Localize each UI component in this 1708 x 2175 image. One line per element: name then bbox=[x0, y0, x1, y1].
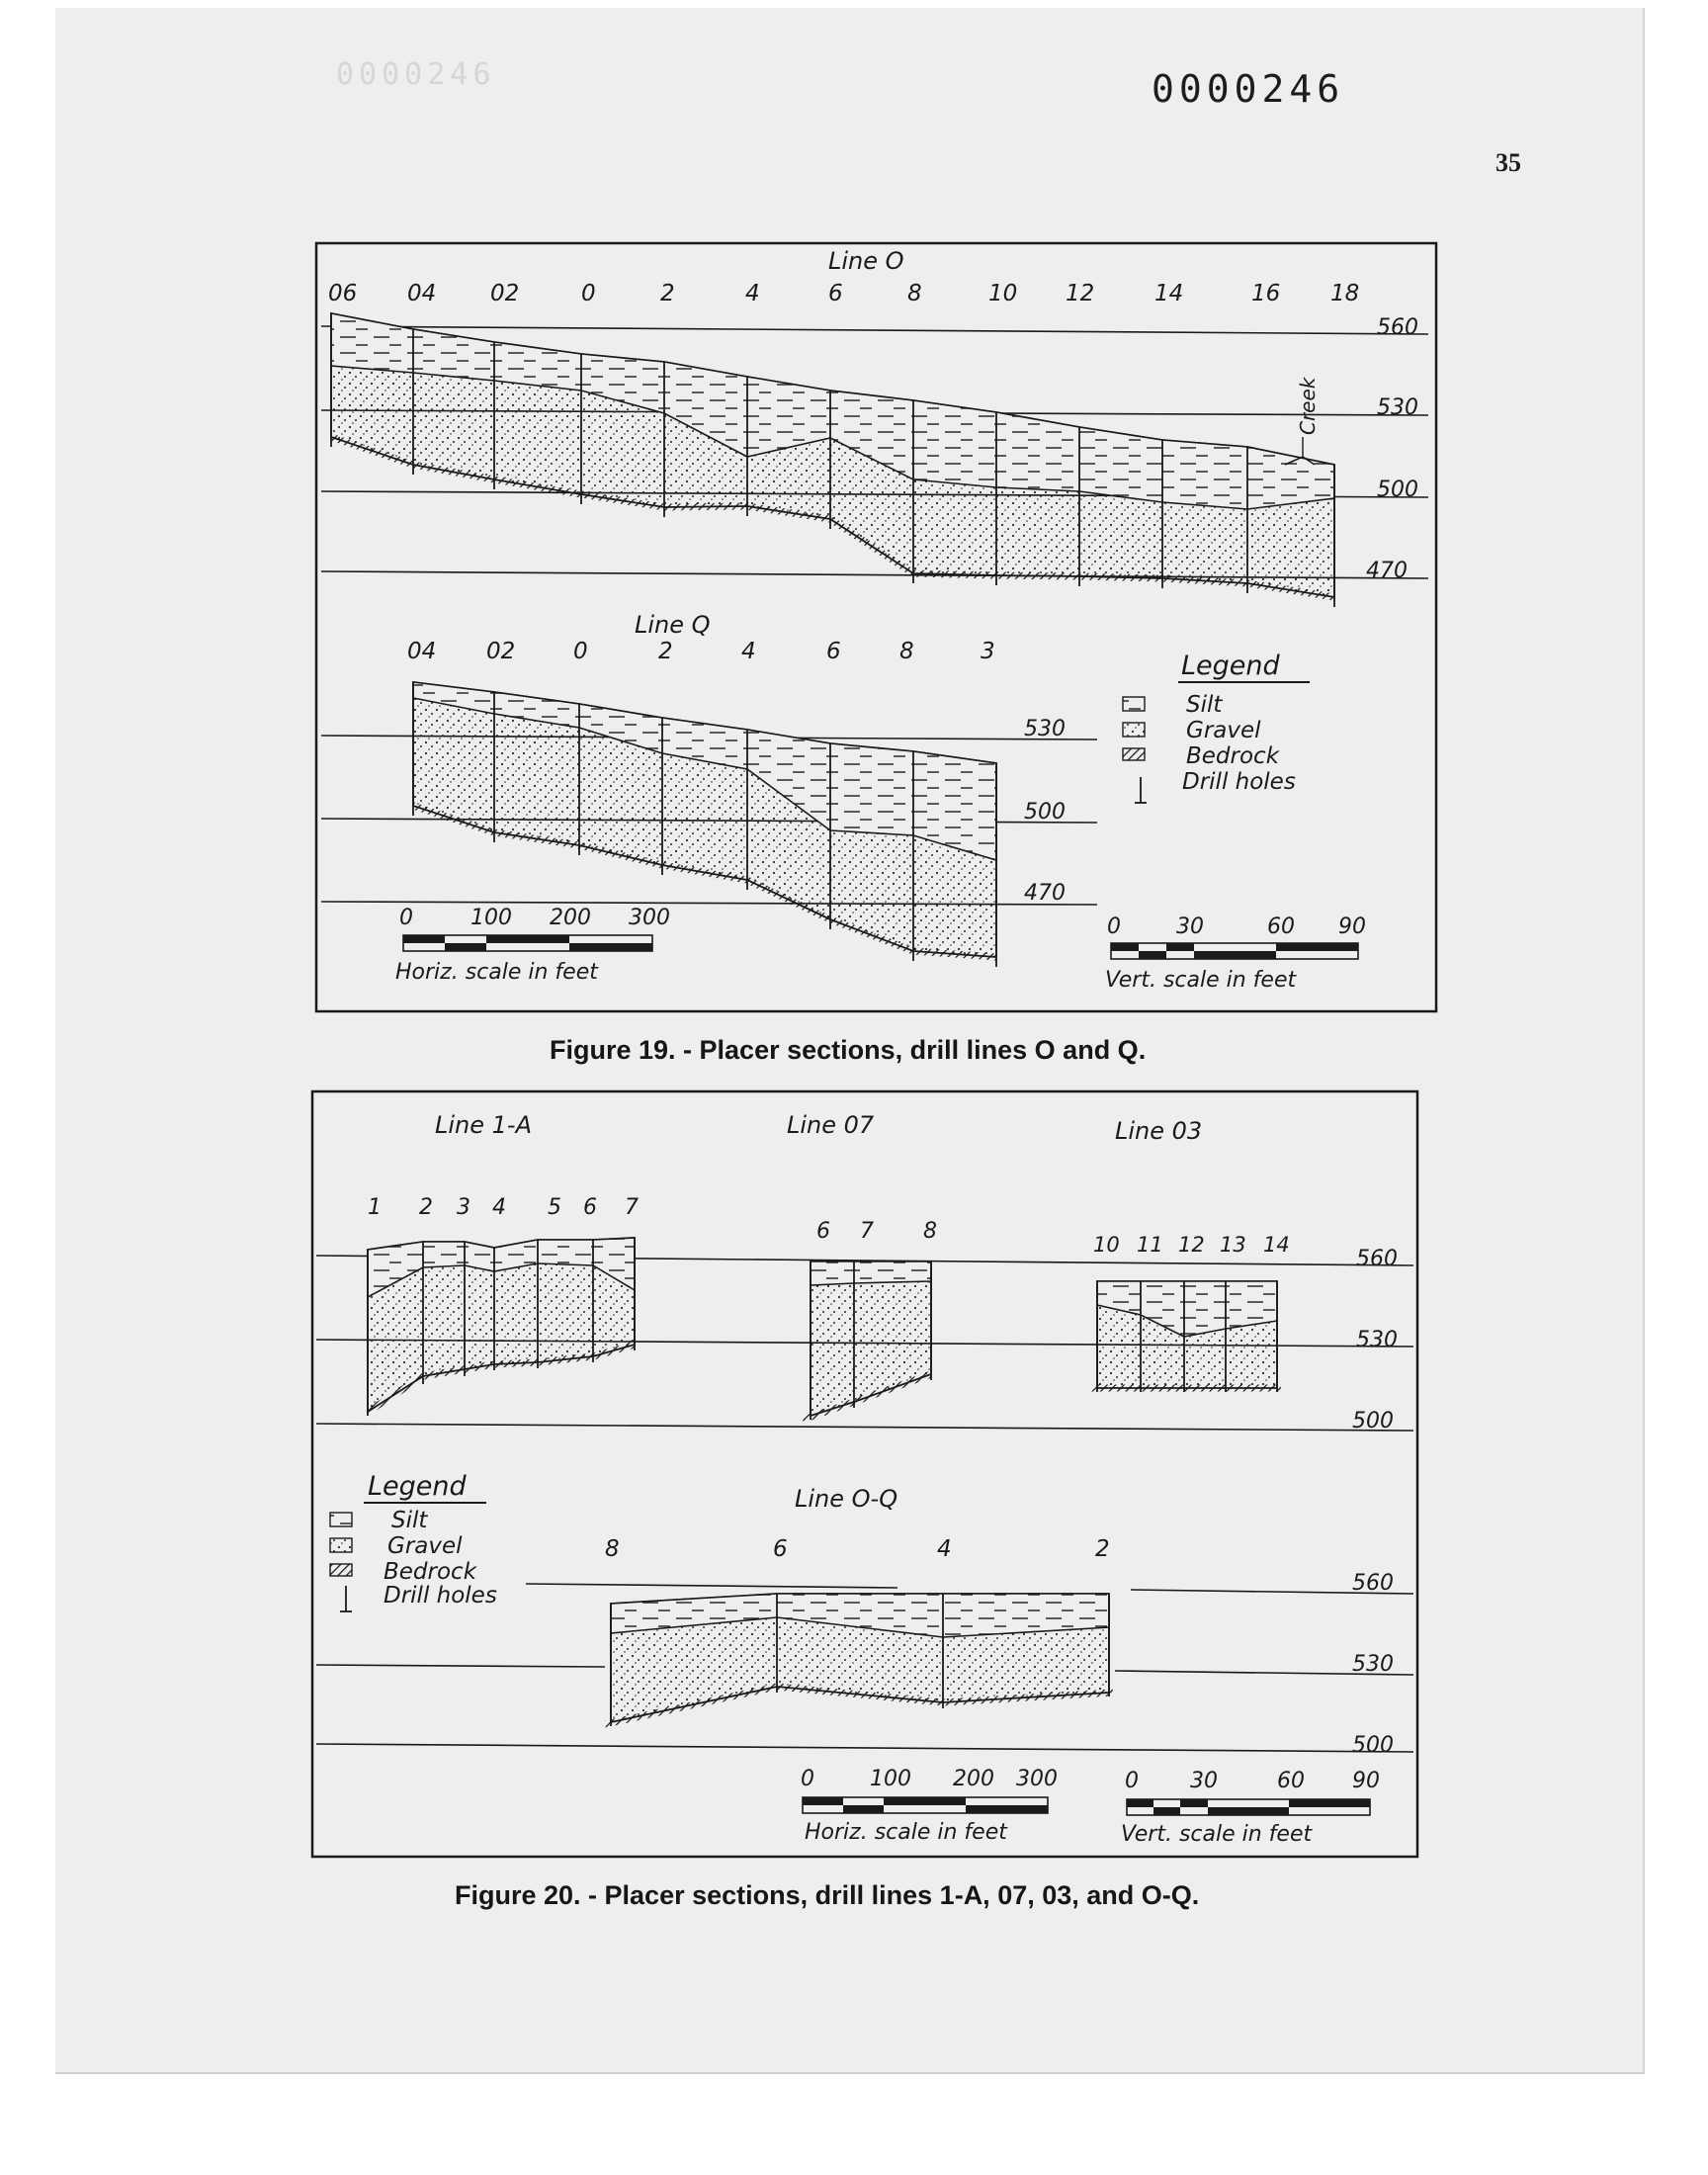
station-label: 6 bbox=[816, 1219, 830, 1244]
line-03-section bbox=[1091, 1281, 1281, 1392]
scale-tick: 0 bbox=[399, 906, 413, 930]
scale-tick: 100 bbox=[870, 1767, 911, 1791]
legend-item: Bedrock bbox=[384, 1559, 477, 1585]
station-label: 10 bbox=[988, 281, 1018, 306]
line-oq-section bbox=[605, 1594, 1113, 1726]
elevation-label: 500 bbox=[1377, 478, 1418, 502]
station-label: 2 bbox=[658, 639, 673, 664]
scale-label: Vert. scale in feet bbox=[1105, 968, 1297, 993]
scale-tick: 0 bbox=[1125, 1769, 1139, 1793]
legend-title: Legend bbox=[368, 1471, 467, 1502]
station-label: 8 bbox=[923, 1219, 937, 1244]
station-label: 04 bbox=[407, 281, 437, 306]
figure-20-caption: Figure 20. - Placer sections, drill lines 1-A, 07, 03, and O-Q. bbox=[455, 1880, 1200, 1910]
station-label: 13 bbox=[1220, 1233, 1246, 1257]
scale-tick: 90 bbox=[1338, 914, 1366, 939]
station-label: 18 bbox=[1330, 281, 1360, 306]
gravel-swatch bbox=[1123, 723, 1145, 737]
line-o-stations bbox=[328, 281, 1359, 306]
station-label: 6 bbox=[583, 1195, 597, 1220]
elevation-label: 500 bbox=[1024, 800, 1066, 825]
station-label: 8 bbox=[899, 639, 914, 664]
station-label: 0 bbox=[581, 281, 596, 306]
scale-tick: 30 bbox=[1190, 1769, 1218, 1793]
elevation-label: 560 bbox=[1377, 315, 1418, 340]
line-q-stations bbox=[407, 639, 995, 664]
station-label: 3 bbox=[457, 1195, 470, 1220]
figure-20-vert-scale bbox=[1121, 1769, 1380, 1847]
legend-item: Silt bbox=[1186, 692, 1223, 718]
legend-item: Gravel bbox=[387, 1533, 463, 1559]
line-07-section bbox=[803, 1262, 931, 1420]
figure-19-legend bbox=[1123, 651, 1310, 803]
station-label: 5 bbox=[548, 1195, 561, 1220]
line-oq-title: Line O-Q bbox=[795, 1485, 898, 1513]
page-number: 35 bbox=[1495, 148, 1521, 177]
station-label: 1 bbox=[368, 1195, 382, 1220]
elevation-label: 470 bbox=[1024, 881, 1066, 906]
line-1a-title: Line 1-A bbox=[435, 1111, 532, 1139]
line-q-title: Line Q bbox=[635, 611, 711, 639]
station-label: 7 bbox=[860, 1219, 874, 1244]
station-label: 12 bbox=[1178, 1233, 1205, 1257]
silt-swatch bbox=[330, 1513, 352, 1526]
station-label: 8 bbox=[907, 281, 922, 306]
elevation-label: 530 bbox=[1352, 1652, 1394, 1677]
station-label: 06 bbox=[328, 281, 358, 306]
elevation-label: 560 bbox=[1352, 1571, 1394, 1596]
station-label: 02 bbox=[490, 281, 520, 306]
line-1a-section bbox=[368, 1238, 635, 1416]
scale-tick: 300 bbox=[1016, 1767, 1058, 1791]
station-label: 2 bbox=[1095, 1536, 1110, 1562]
scale-label: Horiz. scale in feet bbox=[805, 1820, 1007, 1845]
figure-20-horiz-scale bbox=[801, 1767, 1058, 1845]
drill-hole-icon bbox=[1135, 777, 1147, 803]
station-label: 10 bbox=[1093, 1233, 1120, 1257]
bedrock-swatch bbox=[330, 1564, 352, 1576]
line-oq-stations bbox=[605, 1536, 1110, 1562]
figure-20-legend bbox=[330, 1471, 497, 1611]
station-label: 02 bbox=[486, 639, 516, 664]
station-label: 6 bbox=[828, 281, 843, 306]
station-label: 4 bbox=[492, 1195, 506, 1220]
drill-hole-icon bbox=[340, 1586, 352, 1611]
line-o-title: Line O bbox=[828, 247, 904, 275]
station-label: 3 bbox=[981, 639, 995, 664]
bleed-through-number: 0000246 bbox=[336, 57, 496, 92]
elevation-label: 470 bbox=[1366, 559, 1408, 583]
scale-tick: 300 bbox=[629, 906, 670, 930]
elevation-label: 530 bbox=[1356, 1328, 1398, 1352]
station-label: 14 bbox=[1263, 1233, 1290, 1257]
scale-label: Horiz. scale in feet bbox=[395, 960, 598, 985]
legend-item: Drill holes bbox=[384, 1583, 497, 1609]
station-label: 14 bbox=[1154, 281, 1184, 306]
elevation-label: 500 bbox=[1352, 1733, 1394, 1758]
figure-19-horiz-scale bbox=[395, 906, 670, 985]
figure-19 bbox=[316, 243, 1436, 1011]
scale-label: Vert. scale in feet bbox=[1121, 1822, 1313, 1847]
figure-19-caption: Figure 19. - Placer sections, drill lines O and Q. bbox=[550, 1035, 1147, 1065]
station-label: 4 bbox=[937, 1536, 952, 1562]
elevation-label: 530 bbox=[1024, 717, 1066, 741]
legend-item: Bedrock bbox=[1186, 743, 1280, 769]
station-label: 4 bbox=[745, 281, 760, 306]
document-number: 0000246 bbox=[1152, 67, 1345, 111]
legend-item: Drill holes bbox=[1182, 769, 1296, 795]
scale-tick: 0 bbox=[1107, 914, 1121, 939]
station-label: 4 bbox=[741, 639, 756, 664]
line-03-title: Line 03 bbox=[1115, 1117, 1203, 1145]
legend-item: Silt bbox=[391, 1508, 428, 1533]
bedrock-swatch bbox=[1123, 748, 1145, 760]
figure-20 bbox=[312, 1091, 1417, 1857]
station-label: 12 bbox=[1066, 281, 1095, 306]
station-label: 8 bbox=[605, 1536, 620, 1562]
station-label: 04 bbox=[407, 639, 437, 664]
scale-tick: 60 bbox=[1277, 1769, 1305, 1793]
station-label: 7 bbox=[625, 1195, 639, 1220]
figure-20-frame bbox=[312, 1091, 1417, 1857]
station-label: 11 bbox=[1137, 1233, 1163, 1257]
elevation-label: 500 bbox=[1352, 1409, 1394, 1434]
station-label: 6 bbox=[773, 1536, 788, 1562]
scale-tick: 200 bbox=[953, 1767, 994, 1791]
line-o-section bbox=[331, 313, 1334, 607]
legend-title: Legend bbox=[1181, 651, 1280, 681]
scale-tick: 90 bbox=[1352, 1769, 1380, 1793]
elevation-label: 530 bbox=[1377, 395, 1418, 420]
station-label: 6 bbox=[826, 639, 841, 664]
creek-label: Creek bbox=[1296, 377, 1320, 435]
silt-swatch bbox=[1123, 697, 1145, 711]
station-label: 0 bbox=[573, 639, 588, 664]
gravel-swatch bbox=[330, 1538, 352, 1552]
scale-tick: 100 bbox=[470, 906, 512, 930]
line-07-title: Line 07 bbox=[787, 1111, 875, 1139]
top-elevations bbox=[1352, 1247, 1398, 1434]
scale-tick: 200 bbox=[550, 906, 591, 930]
station-label: 2 bbox=[660, 281, 675, 306]
line-1a-stations bbox=[368, 1195, 639, 1220]
figure-19-vert-scale bbox=[1105, 914, 1366, 993]
legend-item: Gravel bbox=[1186, 718, 1261, 743]
scale-tick: 0 bbox=[801, 1767, 814, 1791]
line-o-elevations bbox=[1366, 315, 1418, 583]
elevation-label: 560 bbox=[1356, 1247, 1398, 1271]
station-label: 2 bbox=[419, 1195, 433, 1220]
bottom-elevations bbox=[1352, 1571, 1394, 1758]
line-q-elevations bbox=[1024, 717, 1066, 906]
scale-tick: 30 bbox=[1176, 914, 1204, 939]
scale-tick: 60 bbox=[1267, 914, 1295, 939]
line-03-stations bbox=[1093, 1233, 1290, 1257]
line-07-stations bbox=[816, 1219, 937, 1244]
station-label: 16 bbox=[1251, 281, 1281, 306]
